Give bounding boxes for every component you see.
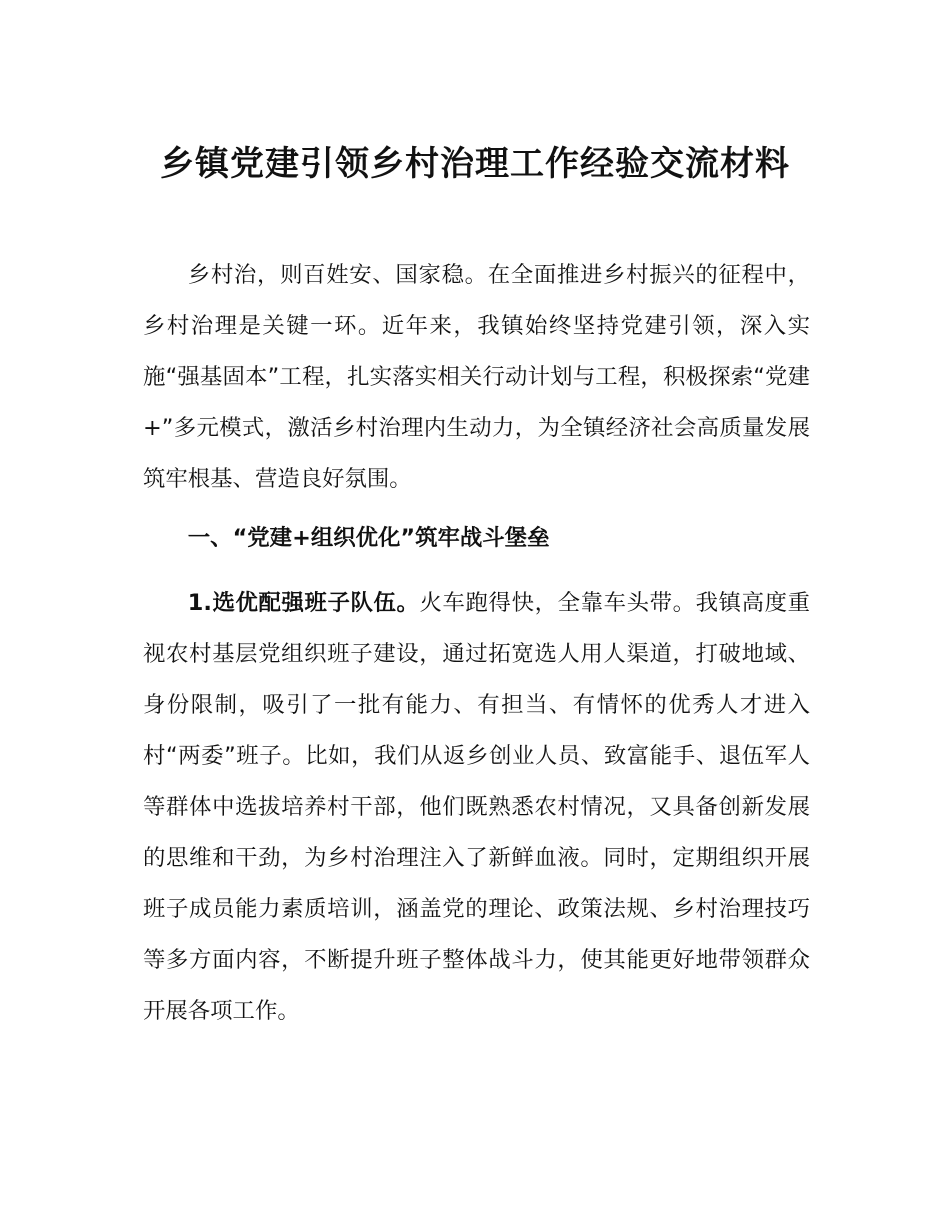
item-one-text: 火车跑得快，全靠车头带。我镇高度重视农村基层党组织班子建设，通过拓宽选人用人渠道，打破地域、身份限制，吸引了一批有能力、有担当、有情怀的优秀人才进入村“两委”班子。比如，我们从返乡创业人员、致富能手、退伍军人等群体中选拔培养村干部，他们既熟悉农村情况，又具备创新发展的思维和干劲，为乡村治理注入了新鲜血液。同时，定期组织开展班子成员能力素质培训，涵盖党的理论、政策法规、乡村治理技巧等多方面内容，不断提升班子整体战斗力，使其能更好地带领群众开展各项工作。 (143, 590, 811, 1024)
section-one-item-one (143, 578, 810, 1037)
intro-paragraph: 乡村治，则百姓安、国家稳。在全面推进乡村振兴的征程中，乡村治理是关键一环。近年来，我镇始终坚持党建引领，深入实施“强基固本”工程，扎实落实相关行动计划与工程，积极探索“党建+”多元模式，激活乡村治理内生动力，为全镇经济社会高质量发展筑牢根基、营造良好氛围。 (143, 262, 810, 492)
section-one-heading: 一、“党建+组织优化”筑牢战斗堡垒 (187, 525, 550, 551)
item-one-lead: 1.选优配强班子队伍。 (187, 590, 420, 616)
document-title: 乡镇党建引领乡村治理工作经验交流材料 (160, 143, 790, 184)
